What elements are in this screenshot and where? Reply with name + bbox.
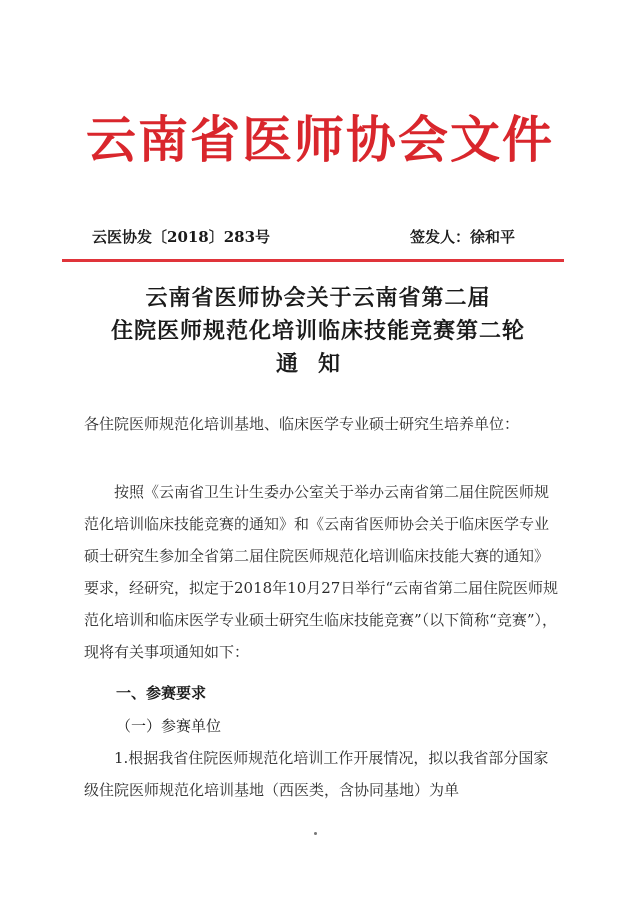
signer-name: 徐和平 bbox=[470, 228, 516, 246]
masthead-title: 云南省医师协会文件 bbox=[86, 111, 554, 169]
red-divider bbox=[62, 259, 564, 262]
section-heading-1: 一、参赛要求 bbox=[116, 684, 207, 702]
body-paragraph-2: 1.根据我省住院医师规范化培训工作开展情况，拟以我省部分国家级住院医师规范化培训基地（西医类，含协同基地）为单 bbox=[84, 749, 549, 799]
subsection-heading-1: （一）参赛单位 bbox=[116, 717, 222, 735]
notice-title-line2: 住院医师规范化培训临床技能竞赛第二轮 bbox=[110, 319, 525, 344]
scan-speck bbox=[314, 832, 317, 835]
notice-title-line3: 通知 bbox=[275, 352, 360, 377]
addressee: 各住院医师规范化培训基地、临床医学专业硕士研究生培养单位： bbox=[84, 415, 520, 433]
signer-line bbox=[410, 226, 515, 247]
body-paragraph-1: 按照《云南省卫生计生委办公室关于举办云南省第二届住院医师规范化培训临床技能竞赛的通知》和《云南省医师协会关于临床医学专业硕士研究生参加全省第二届住院医师规范化培训临床技能大赛的通知》要求，经研究，拟定于2018年10月27日举行“云南省第二届住院医师规范化培训和临床医学专业硕士研究生临床技能竞赛”（以下简称“竞赛”），现将有关事项通知如下： bbox=[84, 483, 559, 661]
document-number: 云医协发〔2018〕283号 bbox=[92, 228, 271, 246]
notice-title-line1: 云南省医师协会关于云南省第二届 bbox=[145, 286, 491, 311]
signer-label: 签发人： bbox=[410, 228, 471, 246]
